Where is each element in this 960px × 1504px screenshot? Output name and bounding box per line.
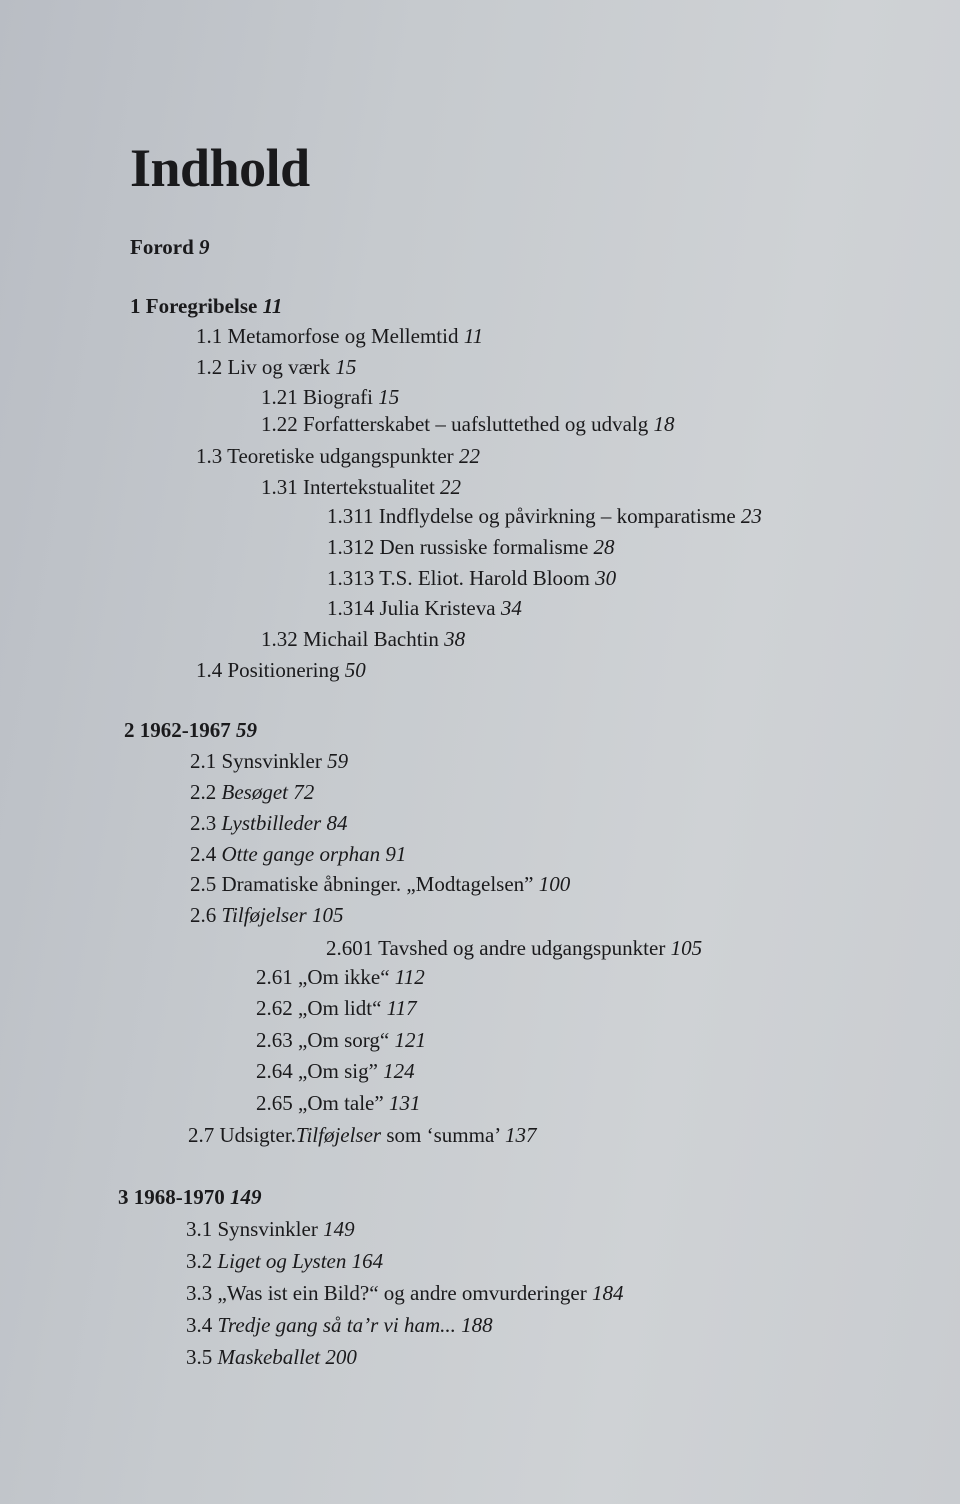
toc-entry-page-number: 117 [386,996,417,1020]
toc-entry-title: „Om ikke“ [298,965,390,989]
toc-entry-title: Udsigter. [219,1123,296,1147]
toc-entry-title: Besøget [221,780,288,804]
toc-entry-title: Biografi [303,385,373,409]
toc-entry-page-number: 121 [394,1028,426,1052]
toc-entry-number: 1.4 [196,658,223,682]
toc-entry-number: 1.3 [196,444,223,468]
toc-entry-number: 1.31 [261,475,298,499]
toc-entry-title: Intertekstualitet [303,475,435,499]
toc-entry-page-number: 11 [262,294,283,318]
toc-entry-title: Michail Bachtin [303,627,439,651]
toc-entry-page-number: 11 [463,324,484,348]
toc-entry-title: Tilføjelser [221,903,307,927]
toc-entry-number: 2.65 [256,1091,293,1115]
toc-entry-title: Indflydelse og påvirkning – komparatisme [378,504,736,528]
toc-entry-number: 3.5 [186,1345,213,1369]
toc-entry [256,1090,420,1116]
toc-entry [186,1248,383,1274]
toc-entry-number: 2.62 [256,996,293,1020]
toc-entry-page-number: 105 [311,903,344,927]
toc-entry [261,626,465,652]
toc-entry-number: Forord [130,235,194,259]
toc-entry-number: 3.4 [186,1313,213,1337]
toc-entry-title: Synsvinkler [221,749,322,773]
toc-entry-page-number: 38 [444,627,466,651]
toc-entry-number: 1.311 [327,504,374,528]
toc-entry-title: Otte gange orphan [221,842,381,866]
toc-entry-title: „Om tale” [298,1091,384,1115]
toc-entry-title: Maskeballet [217,1345,321,1369]
toc-entry [196,443,480,469]
toc-entry-title: „Om sig” [298,1059,378,1083]
toc-entry-number: 3.3 [186,1281,213,1305]
toc-entry [327,565,616,591]
toc-entry-number: 3.2 [186,1249,213,1273]
toc-entry [186,1312,493,1338]
toc-entry [190,902,343,928]
toc-entry [261,384,399,410]
toc-entry-page-number: 137 [504,1123,537,1147]
toc-entry-page-number: 131 [388,1091,421,1115]
toc-entry-number: 1.21 [261,385,298,409]
toc-entry-page-number: 23 [740,504,762,528]
toc-entry [196,657,366,683]
toc-entry-title: „Om lidt“ [298,996,382,1020]
toc-entry [186,1344,357,1370]
toc-entry-number: 1.2 [196,355,223,379]
toc-entry [186,1216,355,1242]
toc-entry-page-number: 59 [327,749,349,773]
toc-entry-title-italic: Tilføjelser [295,1123,382,1147]
toc-entry-page-number: 72 [293,780,315,804]
toc-entry [190,779,314,805]
toc-entry-title: Liget og Lysten [217,1249,347,1273]
toc-entry [186,1280,623,1306]
toc-entry-page-number: 124 [383,1059,415,1083]
toc-entry [130,293,282,319]
toc-entry [130,234,210,260]
toc-entry-title: Liv og værk [227,355,331,379]
toc-entry-page-number: 15 [378,385,400,409]
toc-entry-number: 1.313 [327,566,375,590]
toc-entry-page-number: 34 [500,596,522,620]
toc-entry [196,354,356,380]
toc-entry-title: Den russiske formalisme [379,535,589,559]
toc-entry-page-number: 84 [326,811,348,835]
toc-entry [327,595,522,621]
toc-entry-number: 3 [118,1185,129,1209]
toc-entry-title: 1968-1970 [133,1185,225,1209]
toc-entry-page-number: 18 [653,412,675,436]
toc-entry [190,810,347,836]
toc-entry [256,1027,426,1053]
toc-entry [256,964,425,990]
toc-entry-page-number: 105 [670,936,703,960]
toc-entry-title: Julia Kristeva [379,596,496,620]
toc-entry [190,841,406,867]
toc-entry-title: Synsvinkler [217,1217,318,1241]
toc-entry-title: Lystbilleder [221,811,322,835]
toc-entry [327,503,762,529]
toc-entry-title: „Was ist ein Bild?“ og andre omvurderinger [217,1281,587,1305]
toc-entry-title: Foregribelse [145,294,258,318]
toc-entry-page-number: 9 [199,235,210,259]
toc-entry-number: 2.5 [190,872,217,896]
toc-entry [327,534,615,560]
toc-entry-page-number: 59 [236,718,257,742]
toc-entry [196,323,483,349]
toc-entry [190,748,348,774]
toc-entry-page-number: 22 [440,475,462,499]
toc-entry-page-number: 91 [385,842,407,866]
toc-entry-number: 2.6 [190,903,217,927]
toc-entry-number: 2.1 [190,749,217,773]
toc-entry-page-number: 50 [344,658,366,682]
toc-entry [261,411,675,437]
toc-entry [188,1122,536,1148]
toc-entry-number: 2.3 [190,811,217,835]
toc-entry-page-number: 15 [335,355,357,379]
toc-entry [190,871,570,897]
toc-entry-page-number: 200 [325,1345,357,1369]
toc-entry-page-number: 149 [230,1185,262,1209]
toc-entry-number: 1.22 [261,412,298,436]
toc-entry-number: 2.63 [256,1028,293,1052]
toc-entry-number: 2.601 [326,936,374,960]
toc-entry-title: T.S. Eliot. Harold Bloom [379,566,590,590]
toc-entry-title: Positionering [227,658,340,682]
toc-entry-number: 1 [130,294,141,318]
toc-entry [256,1058,415,1084]
toc-entry-number: 3.1 [186,1217,213,1241]
toc-entry [118,1184,262,1210]
toc-entry [326,935,702,961]
toc-entry-page-number: 100 [538,872,571,896]
toc-entry-number: 2.61 [256,965,293,989]
page-title: Indhold [130,138,310,198]
toc-entry-title: Teoretiske udgangspunkter [227,444,454,468]
toc-entry-title-rest: som ‘summa’ [381,1123,500,1147]
toc-entry-page-number: 188 [461,1313,493,1337]
toc-entry-title: „Om sorg“ [298,1028,390,1052]
toc-entry-number: 1.1 [196,324,223,348]
toc-entry-number: 2 [124,718,135,742]
toc-entry [256,995,417,1021]
toc-entry-page-number: 164 [351,1249,384,1273]
toc-entry-number: 1.312 [327,535,375,559]
toc-entry-page-number: 22 [458,444,480,468]
toc-entry-number: 2.4 [190,842,217,866]
toc-entry [124,717,257,743]
toc-entry-title: Tredje gang så ta’r vi ham... [217,1313,456,1337]
toc-entry-page-number: 30 [595,566,617,590]
toc-entry-page-number: 149 [323,1217,355,1241]
toc-entry-number: 1.32 [261,627,298,651]
toc-entry-title: Forfatterskabet – uafsluttethed og udvalg [303,412,649,436]
toc-entry-number: 2.2 [190,780,217,804]
toc-entry-title: Dramatiske åbninger. „Modtagelsen” [221,872,534,896]
toc-entry-page-number: 184 [591,1281,624,1305]
toc-entry-page-number: 112 [394,965,425,989]
toc-entry-number: 1.314 [327,596,375,620]
toc-entry-number: 2.64 [256,1059,293,1083]
toc-entry-title: 1962-1967 [139,718,231,742]
toc-entry-page-number: 28 [593,535,615,559]
toc-entry [261,474,461,500]
toc-entry-title: Tavshed og andre udgangspunkter [378,936,666,960]
toc-entry-number: 2.7 [188,1123,215,1147]
toc-entry-title: Metamorfose og Mellemtid [227,324,459,348]
